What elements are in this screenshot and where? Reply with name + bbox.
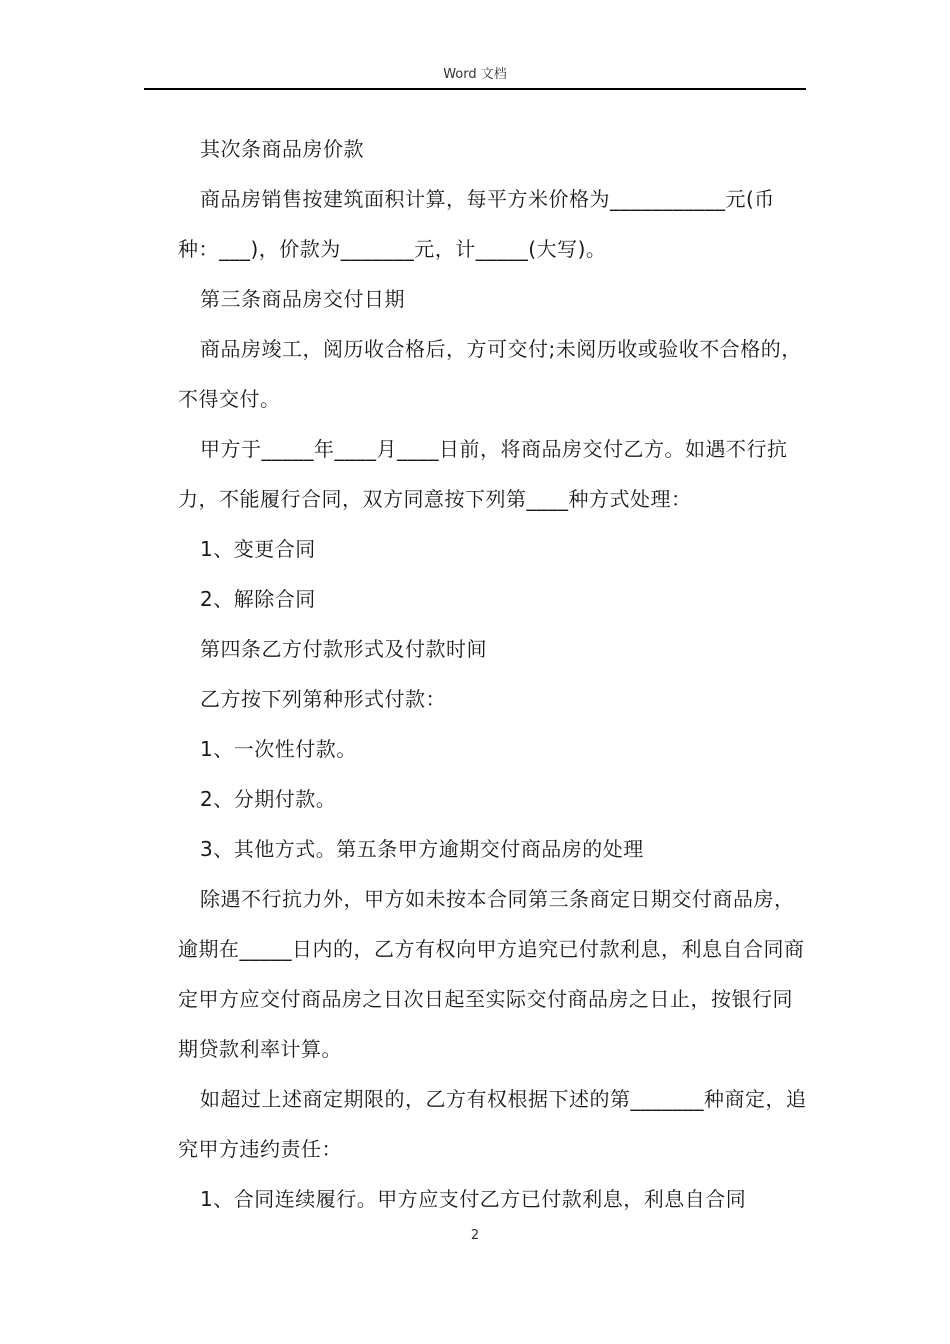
paragraph: 如超过上述商定期限的，乙方有权根据下述的第_______种商定，追究甲方违约责任： [178,1087,807,1161]
paragraph: 商品房竣工，阅历收合格后，方可交付;未阅历收或验收不合格的，不得交付。 [178,337,802,411]
paragraph: 2、解除合同 [200,587,316,611]
paragraph: 商品房销售按建筑面积计算，每平方米价格为___________元(币种：___)，价款为_______元，计_____(大写)。 [178,187,775,261]
paragraph: 1、变更合同 [200,537,316,561]
header-title: Word 文档 [443,67,507,82]
paragraph: 其次条商品房价款 [200,137,364,161]
document-body [178,124,810,1224]
paragraph: 除遇不行抗力外，甲方如未按本合同第三条商定日期交付商品房，逾期在_____日内的，乙方有权向甲方追究已付款利息，利息自合同商定甲方应交付商品房之日次日起至实际交付商品房之日止，按银行同期贷款利率计算。 [178,887,805,1061]
paragraph: 1、合同连续履行。甲方应支付乙方已付款利息，利息自合同 [200,1187,747,1211]
paragraph: 1、一次性付款。 [200,737,357,761]
page-number: 2 [470,1228,480,1243]
paragraph: 2、分期付款。 [200,787,337,811]
paragraph: 甲方于_____年____月____日前，将商品房交付乙方。如遇不行抗力，不能履行合同，双方同意按下列第____种方式处理： [178,437,788,511]
page-footer [0,1228,950,1243]
paragraph: 3、其他方式。第五条甲方逾期交付商品房的处理 [200,837,644,861]
paragraph: 第四条乙方付款形式及付款时间 [200,637,487,661]
paragraph: 乙方按下列第种形式付款： [200,687,446,711]
paragraph: 第三条商品房交付日期 [200,287,405,311]
page-header [144,64,806,90]
